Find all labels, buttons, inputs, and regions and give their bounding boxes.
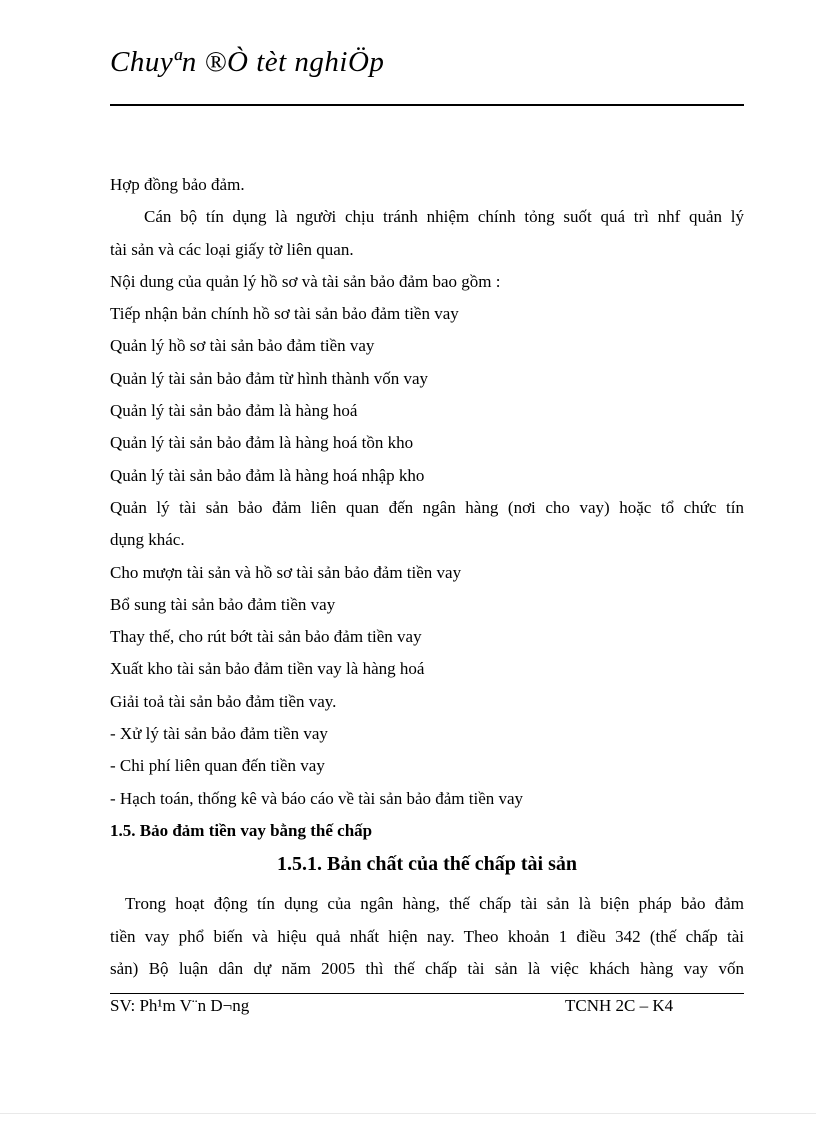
body-line: Hợp đồng bảo đảm. <box>110 175 245 194</box>
body-line: dụng khác. <box>110 530 185 550</box>
body-line: Tiếp nhận bản chính hồ sơ tài sản bảo đảm tiền vay <box>110 304 459 324</box>
body-line: Bổ sung tài sản bảo đảm tiền vay <box>110 594 336 614</box>
document-body <box>110 169 744 985</box>
body-line: - Xử lý tài sản bảo đảm tiền vay <box>110 724 328 744</box>
body-line: Nội dung của quản lý hồ sơ và tài sản bảo đảm bao gồm : <box>110 271 501 291</box>
body-line: Quản lý tài sản bảo đảm là hàng hoá nhập kho <box>110 465 425 485</box>
body-line: Quản lý tài sản bảo đảm là hàng hoá <box>110 401 358 421</box>
footer-student-name: SV: Ph¹m V¨n D¬ng <box>110 996 250 1015</box>
page-header-title: Chuyªn ®Ò tèt nghiÖp <box>110 46 385 78</box>
body-line: Quản lý tài sản bảo đảm là hàng hoá tồn kho <box>110 433 414 453</box>
footer-class-code: TCNH 2C – K4 <box>565 996 674 1015</box>
section-heading: 1.5. Bảo đảm tiền vay bằng thế chấp <box>110 820 373 840</box>
paragraph-line: tiền vay phổ biến và hiệu quả nhất hiện nay. Theo khoản 1 điều 342 (thế chấp tài <box>110 926 744 946</box>
body-line: Quản lý hồ sơ tài sản bảo đảm tiền vay <box>110 336 375 356</box>
body-line: Quản lý tài sản bảo đảm liên quan đến ngân hàng (nơi cho vay) hoặc tổ chức tín <box>110 497 744 517</box>
body-line: Giải toả tài sản bảo đảm tiền vay. <box>110 691 337 711</box>
body-line: Thay thế, cho rút bớt tài sản bảo đảm tiền vay <box>110 627 422 647</box>
body-line: Xuất kho tài sản bảo đảm tiền vay là hàng hoá <box>110 659 425 679</box>
paragraph-line: sản) Bộ luận dân dự năm 2005 thì thế chấp tài sản là việc khách hàng vay vốn <box>110 958 744 978</box>
body-line: Cho mượn tài sản và hồ sơ tài sản bảo đảm tiền vay <box>110 562 462 582</box>
paragraph-line: Trong hoạt động tín dụng của ngân hàng, thế chấp tài sản là biện pháp bảo đảm <box>125 894 744 914</box>
body-line: - Chi phí liên quan đến tiền vay <box>110 756 325 776</box>
header-divider <box>110 104 744 106</box>
subsection-heading: 1.5.1. Bản chất của thế chấp tài sản <box>276 853 578 876</box>
footer-divider <box>110 993 744 994</box>
body-line: Cán bộ tín dụng là người chịu tránh nhiệm chính tỏng suốt quá trì nhf quản lý <box>144 207 744 227</box>
body-line: tài sản và các loại giấy tờ liên quan. <box>110 239 354 259</box>
body-line: Quản lý tài sản bảo đảm từ hình thành vốn vay <box>110 368 428 388</box>
body-line: - Hạch toán, thống kê và báo cáo về tài sản bảo đảm tiền vay <box>110 788 524 808</box>
page-edge-line <box>0 1113 816 1114</box>
